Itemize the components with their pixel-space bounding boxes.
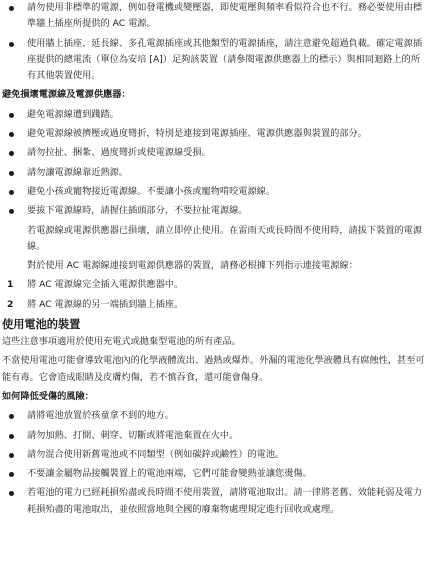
section-heading: 使用電池的裝置 <box>2 318 81 332</box>
list-item <box>0 184 432 200</box>
bullet-icon <box>9 209 14 214</box>
bullet-icon <box>9 491 14 496</box>
bullet-icon <box>9 472 14 477</box>
step-number: 2 <box>7 298 14 310</box>
bullet-icon <box>9 42 14 47</box>
section-heading: 避免損壞電源線及電源供應器： <box>2 89 131 101</box>
list-item <box>0 447 432 463</box>
numbered-step <box>0 277 432 293</box>
list-item <box>0 203 432 219</box>
list-item <box>0 408 432 424</box>
list-item-text: 請勿加熱、打開、刺穿、切斷或將電池棄置在火中。 <box>27 429 239 441</box>
paragraph: 若電源線或電源供應器已損壞，請立即停止使用。在雷雨天或長時間不使用時，請拔下裝置的電源線。 <box>27 224 423 252</box>
bullet-icon <box>9 434 14 439</box>
list-item-text: 請勿拉扯、捆紮、過度彎折或使電源線受損。 <box>27 147 211 159</box>
list-item-text: 避免電源線被擠壓或過度彎折，特別是連接到電源插座、電源供應器與裝置的部分。 <box>27 128 367 140</box>
bullet-icon <box>9 113 14 118</box>
list-item <box>0 126 432 142</box>
list-item <box>0 107 432 123</box>
list-item-text: 不要讓金屬物品接觸裝置上的電池兩端，它們可能會變熱並讓您燙傷。 <box>27 468 312 480</box>
bullet-icon <box>9 414 14 419</box>
list-item <box>0 165 432 181</box>
numbered-step <box>0 297 432 313</box>
list-item <box>0 0 432 33</box>
bullet-icon <box>9 453 14 458</box>
list-item <box>0 466 432 482</box>
paragraph: 對於使用 AC 電源線連接到電源供應器的裝置，請務必根據下列指示連接電源線： <box>27 260 358 272</box>
list-item-text: 請將電池放置於孩童拿不到的地方。 <box>27 410 174 422</box>
list-item-text: 請勿混合使用新舊電池或不同類型（例如碳鋅或鹼性）的電池。 <box>27 448 285 460</box>
step-number: 1 <box>7 279 14 291</box>
section-heading: 如何降低受傷的風險： <box>2 390 94 402</box>
bullet-icon <box>9 171 14 176</box>
bullet-icon <box>9 6 14 11</box>
list-item-text: 要拔下電源線時，請握住插頭部分，不要拉扯電源線。 <box>27 205 248 217</box>
list-item <box>0 428 432 444</box>
list-item-text: 使用牆上插座、延長線、多孔電源插座或其他類型的電源插座，請注意避免超過負載。確定電源插座提供的總電流（單位為安培 [A]）足夠該裝置（請參閱電源供應器上的標示）與相同迴路上的所有其他裝置使用。 <box>27 37 423 82</box>
list-item-text: 若電池的電力已經耗損殆盡或長時間不使用裝置，請將電池取出。請一律將老舊、效能耗弱及電力耗損殆盡的電池取出，並依照當地與全國的廢棄物處理規定進行回收或處理。 <box>27 487 423 515</box>
bullet-icon <box>9 190 14 195</box>
list-item <box>0 36 432 85</box>
step-text: 將 AC 電源線完全插入電源供應器中。 <box>27 279 184 291</box>
paragraph: 這些注意事項適用於使用充電式或拋棄型電池的所有產品。 <box>2 336 241 348</box>
step-text: 將 AC 電源線的另一端插到牆上插座。 <box>27 298 184 310</box>
list-item <box>0 145 432 161</box>
list-item <box>0 485 432 518</box>
list-item-text: 避免電源線遭到踐踏。 <box>27 108 119 120</box>
bullet-icon <box>9 151 14 156</box>
list-item-text: 請勿讓電源線靠近熱源。 <box>27 166 129 178</box>
list-item-text: 請勿使用非標準的電源，例如發電機或變壓器，即使電壓與頻率看似符合也不行。務必要使用由標準牆上插座所提供的 AC 電源。 <box>27 2 423 30</box>
list-item-text: 避免小孩或寵物接近電源線。不要讓小孩或寵物啃咬電源線。 <box>27 185 276 197</box>
bullet-icon <box>9 132 14 137</box>
paragraph: 不當使用電池可能會導致電池內的化學液體流出、過熱或爆炸。外漏的電池化學液體具有腐蝕性，甚至可能有毒。它會造成眼睛及皮膚灼傷，若不慎吞食，還可能會傷身。 <box>2 355 425 383</box>
